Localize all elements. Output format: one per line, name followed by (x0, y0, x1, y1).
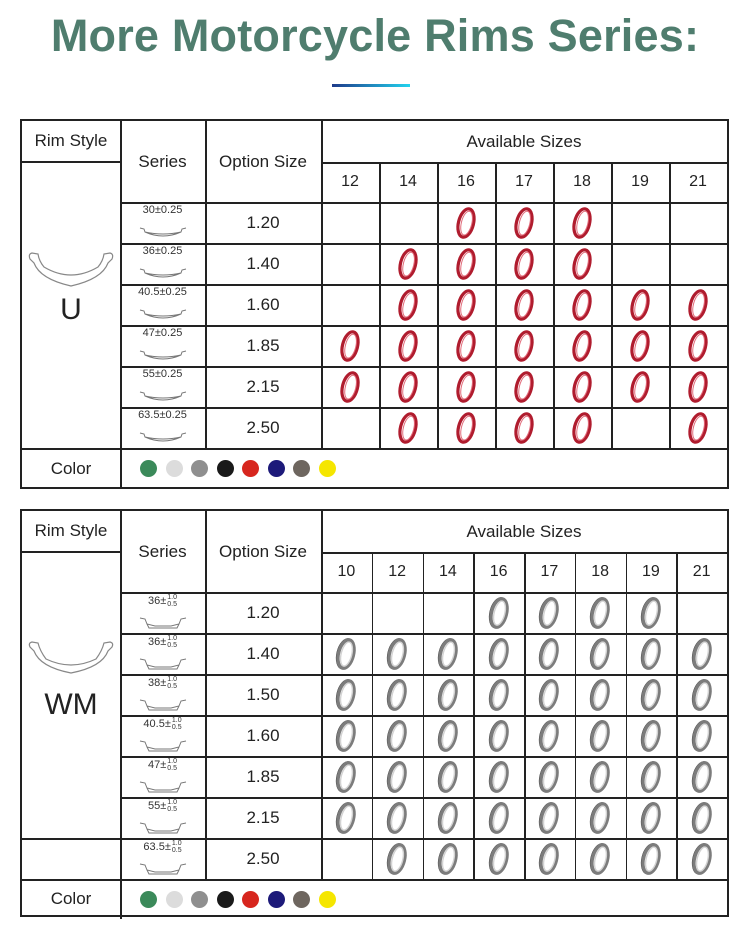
red-rim-icon (455, 206, 477, 240)
grid-line (553, 162, 555, 448)
tolerance-upper: 1.0 (167, 635, 177, 642)
red-rim-icon (397, 411, 419, 445)
grid-line (321, 162, 727, 164)
option-size-value: 1.60 (246, 294, 280, 314)
silver-rim-icon (691, 719, 713, 753)
series-tolerance (167, 758, 177, 772)
red-rim-icon (455, 329, 477, 363)
silver-rim-icon (437, 719, 459, 753)
series-value: 63.5±0.25 (138, 409, 187, 421)
u-rim-table (20, 119, 729, 489)
series-value: 30±0.25 (142, 204, 183, 216)
silver-rim-icon (488, 678, 510, 712)
silver-rim-icon (437, 637, 459, 671)
silver-rim-icon (640, 596, 662, 630)
size-header-10: 10 (337, 563, 356, 580)
color-swatch (191, 460, 208, 477)
red-rim-icon (687, 370, 709, 404)
available-sizes-header: Available Sizes (466, 521, 582, 541)
size-header-18: 18 (573, 173, 591, 190)
size-header-14: 14 (438, 563, 457, 580)
color-swatch (268, 891, 285, 908)
size-header-16: 16 (457, 173, 475, 190)
silver-rim-icon (335, 678, 357, 712)
red-rim-icon (687, 329, 709, 363)
option-size-value: 2.50 (246, 848, 280, 868)
silver-rim-icon (538, 596, 560, 630)
series-base: 47± (147, 758, 167, 771)
silver-rim-icon (691, 760, 713, 794)
option-size-value: 1.20 (246, 602, 280, 622)
silver-rim-icon (386, 637, 408, 671)
size-header-19: 19 (641, 563, 660, 580)
red-rim-icon (513, 370, 535, 404)
rim-profile-icon (137, 226, 189, 240)
silver-rim-icon (640, 637, 662, 671)
series-value (148, 676, 177, 690)
option-size-value: 2.50 (246, 417, 280, 437)
series-base: 55± (147, 799, 167, 812)
color-label: Color (50, 889, 92, 908)
silver-rim-icon (640, 801, 662, 835)
red-rim-icon (397, 247, 419, 281)
rim-profile-icon (137, 431, 189, 445)
rim-style-name: U (60, 293, 82, 326)
series-tolerance (172, 840, 182, 854)
silver-rim-icon (640, 678, 662, 712)
tolerance-lower: 0.5 (167, 806, 177, 813)
size-header-14: 14 (399, 173, 417, 190)
tolerance-lower: 0.5 (167, 765, 177, 772)
silver-rim-icon (640, 719, 662, 753)
option-size-value: 1.40 (246, 253, 280, 273)
tolerance-lower: 0.5 (167, 642, 177, 649)
silver-rim-icon (538, 760, 560, 794)
color-label: Color (50, 458, 92, 478)
red-rim-icon (571, 206, 593, 240)
size-header-21: 21 (689, 173, 707, 190)
tolerance-upper: 1.0 (167, 758, 177, 765)
series-base: 36± (147, 635, 167, 648)
silver-rim-icon (488, 719, 510, 753)
color-swatch (293, 460, 310, 477)
red-rim-icon (455, 247, 477, 281)
red-rim-icon (629, 370, 651, 404)
red-rim-icon (513, 329, 535, 363)
title-underline (332, 84, 410, 87)
red-rim-icon (455, 411, 477, 445)
rim-profile-icon (137, 739, 189, 753)
silver-rim-icon (386, 801, 408, 835)
option-size-value: 1.50 (246, 684, 280, 704)
red-rim-icon (513, 288, 535, 322)
option-size-value: 1.85 (246, 335, 280, 355)
color-swatch (191, 891, 208, 908)
color-swatch (319, 460, 336, 477)
red-rim-icon (513, 206, 535, 240)
rim-cross-section-icon (26, 249, 116, 291)
series-value (148, 594, 177, 608)
red-rim-icon (687, 288, 709, 322)
silver-rim-icon (538, 719, 560, 753)
series-value (148, 758, 177, 772)
series-value (148, 799, 177, 813)
silver-rim-icon (640, 760, 662, 794)
silver-rim-icon (589, 596, 611, 630)
silver-rim-icon (335, 760, 357, 794)
red-rim-icon (513, 247, 535, 281)
series-value: 40.5±0.25 (138, 286, 187, 298)
red-rim-icon (455, 288, 477, 322)
size-header-18: 18 (591, 563, 610, 580)
page-title: More Motorcycle Rims Series: (50, 10, 700, 61)
color-swatch (242, 460, 259, 477)
grid-line (321, 511, 323, 879)
series-base: 63.5± (143, 840, 171, 853)
series-base: 38± (147, 676, 167, 689)
series-value: 36±0.25 (142, 245, 183, 257)
series-base: 40.5± (143, 717, 171, 730)
size-header-12: 12 (341, 173, 359, 190)
grid-line (611, 162, 613, 448)
silver-rim-icon (335, 637, 357, 671)
silver-rim-icon (488, 596, 510, 630)
series-value (148, 635, 177, 649)
red-rim-icon (339, 329, 361, 363)
grid-line (669, 162, 671, 448)
series-tolerance (167, 594, 177, 608)
series-value: 55±0.25 (142, 368, 183, 380)
rim-profile-icon (137, 821, 189, 835)
silver-rim-icon (538, 801, 560, 835)
grid-line (379, 162, 381, 448)
red-rim-icon (571, 247, 593, 281)
color-swatch (217, 460, 234, 477)
silver-rim-icon (386, 760, 408, 794)
available-sizes-header: Available Sizes (466, 131, 582, 151)
series-tolerance (167, 676, 177, 690)
red-rim-icon (397, 370, 419, 404)
rim-profile-icon (137, 780, 189, 794)
silver-rim-icon (589, 760, 611, 794)
grid-line (22, 161, 120, 163)
color-swatch (140, 460, 157, 477)
wm-rim-table (20, 509, 729, 917)
silver-rim-icon (386, 678, 408, 712)
option-size-header: Option Size (219, 151, 307, 171)
tolerance-lower: 0.5 (167, 601, 177, 608)
option-size-value: 1.40 (246, 643, 280, 663)
silver-rim-icon (437, 760, 459, 794)
tolerance-lower: 0.5 (171, 724, 182, 731)
rim-style-name: WM (44, 688, 98, 721)
tolerance-lower: 0.5 (171, 847, 182, 854)
red-rim-icon (629, 329, 651, 363)
red-rim-icon (571, 329, 593, 363)
tolerance-lower: 0.5 (167, 683, 177, 690)
silver-rim-icon (488, 842, 510, 876)
color-swatch (217, 891, 234, 908)
red-rim-icon (571, 411, 593, 445)
series-tolerance (167, 635, 177, 649)
silver-rim-icon (691, 842, 713, 876)
silver-rim-icon (640, 842, 662, 876)
series-value: 47±0.25 (142, 327, 183, 339)
silver-rim-icon (589, 719, 611, 753)
option-size-value: 2.15 (246, 807, 280, 827)
series-tolerance (172, 717, 182, 731)
silver-rim-icon (589, 637, 611, 671)
silver-rim-icon (538, 842, 560, 876)
grid-line (22, 879, 727, 881)
tolerance-upper: 1.0 (167, 799, 177, 806)
rim-profile-icon (137, 267, 189, 281)
silver-rim-icon (335, 801, 357, 835)
color-swatch (242, 891, 259, 908)
color-swatch (166, 460, 183, 477)
silver-rim-icon (589, 842, 611, 876)
silver-rim-icon (437, 678, 459, 712)
silver-rim-icon (488, 801, 510, 835)
silver-rim-icon (488, 637, 510, 671)
red-rim-icon (571, 288, 593, 322)
option-size-value: 1.60 (246, 725, 280, 745)
silver-rim-icon (691, 801, 713, 835)
rim-profile-icon (137, 349, 189, 363)
silver-rim-icon (589, 678, 611, 712)
option-size-value: 1.85 (246, 766, 280, 786)
silver-rim-icon (538, 678, 560, 712)
silver-rim-icon (488, 760, 510, 794)
rim-style-header: Rim Style (34, 131, 108, 150)
option-size-value: 1.20 (246, 212, 280, 232)
red-rim-icon (397, 329, 419, 363)
color-swatch (293, 891, 310, 908)
option-size-header: Option Size (219, 541, 307, 561)
rim-profile-icon (137, 308, 189, 322)
option-size-value: 2.15 (246, 376, 280, 396)
color-swatch (140, 891, 157, 908)
red-rim-icon (571, 370, 593, 404)
silver-rim-icon (335, 719, 357, 753)
series-value (143, 717, 181, 731)
color-swatch (268, 460, 285, 477)
red-rim-icon (687, 411, 709, 445)
rim-style-header: Rim Style (34, 521, 108, 540)
silver-rim-icon (691, 637, 713, 671)
silver-rim-icon (589, 801, 611, 835)
grid-line (22, 551, 120, 553)
red-rim-icon (455, 370, 477, 404)
size-header-21: 21 (692, 563, 711, 580)
series-value (143, 840, 181, 854)
silver-rim-icon (437, 801, 459, 835)
size-header-16: 16 (489, 563, 508, 580)
rim-profile-icon (137, 657, 189, 671)
rim-profile-icon (137, 698, 189, 712)
series-header: Series (138, 151, 187, 171)
rim-profile-icon (137, 862, 189, 876)
red-rim-icon (513, 411, 535, 445)
grid-line (495, 162, 497, 448)
tolerance-upper: 1.0 (167, 676, 177, 683)
silver-rim-icon (386, 719, 408, 753)
red-rim-icon (629, 288, 651, 322)
size-header-17: 17 (515, 173, 533, 190)
silver-rim-icon (691, 678, 713, 712)
color-swatch (319, 891, 336, 908)
red-rim-icon (339, 370, 361, 404)
tolerance-upper: 1.0 (167, 594, 177, 601)
silver-rim-icon (386, 842, 408, 876)
series-header: Series (138, 541, 187, 561)
color-swatch (166, 891, 183, 908)
size-header-19: 19 (631, 173, 649, 190)
grid-line (22, 448, 727, 450)
rim-profile-icon (137, 616, 189, 630)
silver-rim-icon (437, 842, 459, 876)
rim-cross-section-icon (26, 639, 116, 681)
series-base: 36± (147, 594, 167, 607)
silver-rim-icon (538, 637, 560, 671)
series-tolerance (167, 799, 177, 813)
tolerance-upper: 1.0 (171, 840, 182, 847)
rim-profile-icon (137, 390, 189, 404)
grid-line (437, 162, 439, 448)
red-rim-icon (397, 288, 419, 322)
size-header-17: 17 (540, 563, 559, 580)
tolerance-upper: 1.0 (171, 717, 182, 724)
size-header-12: 12 (388, 563, 407, 580)
